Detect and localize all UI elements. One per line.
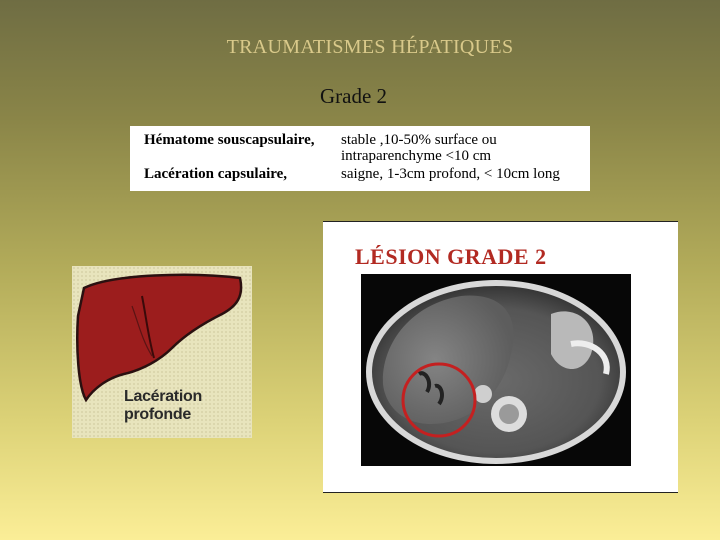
liver-caption — [124, 388, 244, 424]
aorta — [474, 385, 492, 403]
caption-line1: Lacération — [124, 388, 202, 405]
liver-shape — [77, 275, 241, 400]
row1-label: Hématome souscapsulaire, — [144, 132, 315, 148]
row2-description: saigne, 1-3cm profond, < 10cm long — [341, 166, 560, 182]
caption-line2: profonde — [124, 406, 191, 423]
slide-title: TRAUMATISMES HÉPATIQUES — [226, 36, 514, 58]
ct-scan-image — [361, 274, 631, 466]
grade-table — [130, 126, 590, 191]
ct-heading: LÉSION GRADE 2 — [355, 244, 547, 269]
row1-description-line1: stable ,10-50% surface ou — [341, 132, 497, 148]
liver-illustration — [72, 266, 252, 438]
ct-scan-drawing — [361, 274, 631, 466]
slide-subtitle: Grade 2 — [320, 84, 388, 108]
row2-label: Lacération capsulaire, — [144, 166, 288, 182]
vertebra-canal — [499, 404, 519, 424]
row1-description-line2: intraparenchyme <10 cm — [341, 148, 492, 164]
ct-panel — [323, 221, 678, 493]
